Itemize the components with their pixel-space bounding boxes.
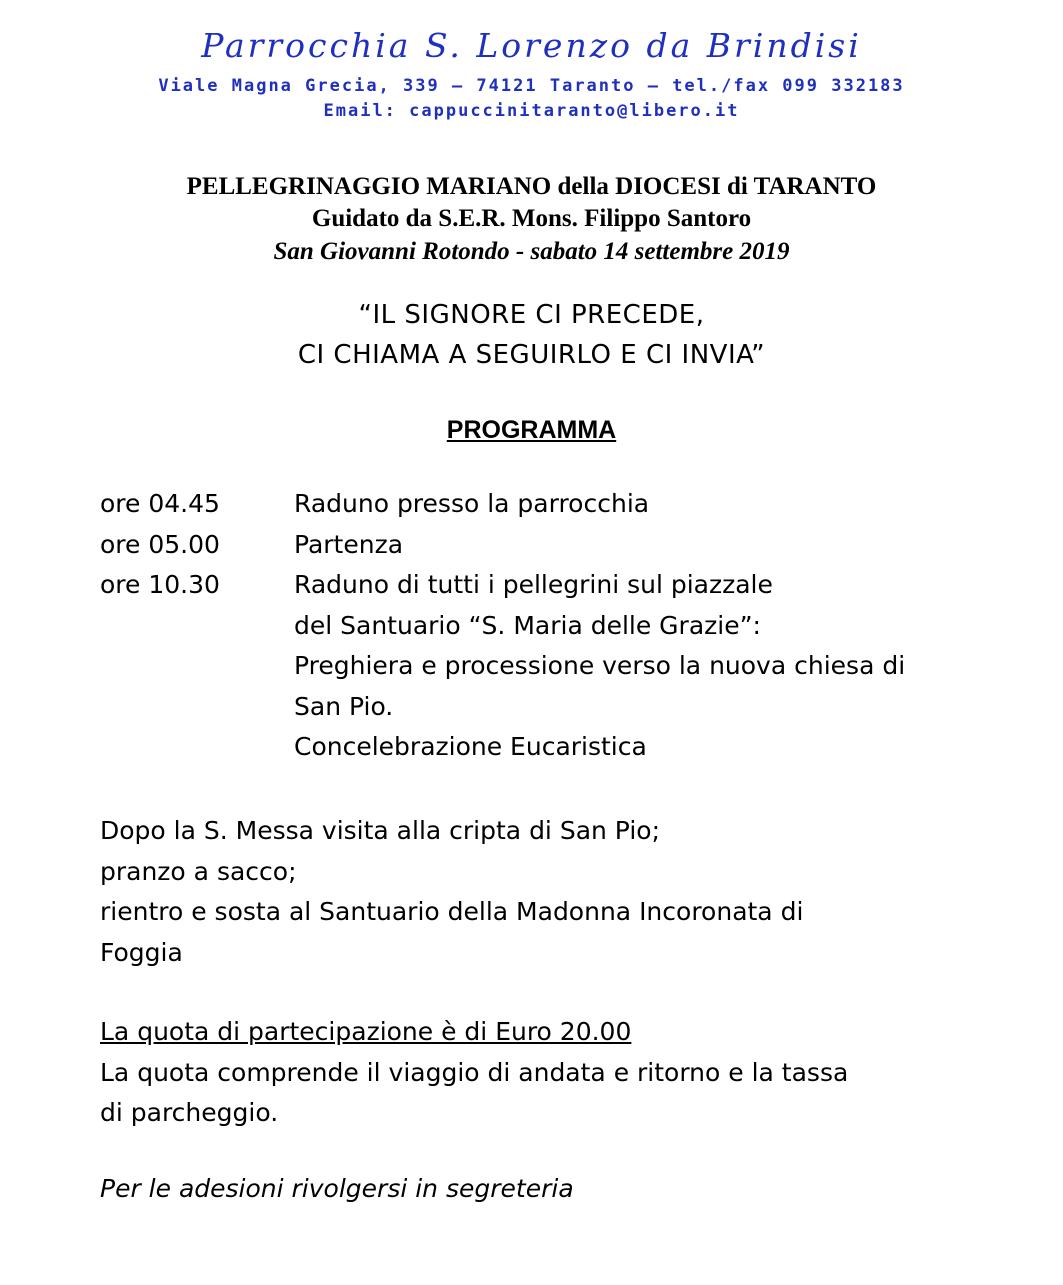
event-guide: Guidato da S.E.R. Mons. Filippo Santoro	[311, 205, 752, 232]
fee-paragraph	[100, 1012, 1000, 1134]
schedule-time: ore 04.45	[100, 489, 220, 518]
schedule-description	[294, 484, 1000, 525]
schedule-time: ore 05.00	[100, 529, 220, 559]
schedule-description	[294, 525, 1000, 566]
event-title: PELLEGRINAGGIO MARIANO della DIOCESI di TARANTO	[186, 173, 877, 200]
schedule-row	[100, 484, 1000, 525]
schedule-line: Preghiera e processione verso la nuova chiesa di	[294, 651, 906, 680]
parish-name: Parrocchia S. Lorenzo da Brindisi	[201, 26, 862, 65]
registration-note: Per le adesioni rivolgersi in segreteria	[100, 1174, 574, 1203]
parish-email: Email: cappuccinitaranto@libero.it	[323, 101, 740, 121]
paragraph-line: rientro e sosta al Santuario della Madonna Incoronata di	[100, 897, 804, 926]
program-title: PROGRAMMA	[446, 416, 617, 444]
paragraph-line: di parcheggio.	[100, 1098, 279, 1127]
event-place-date: San Giovanni Rotondo - sabato 14 settembre 2019	[273, 238, 790, 265]
schedule-line: del Santuario “S. Maria delle Grazie”:	[294, 610, 761, 640]
schedule-line: Concelebrazione Eucaristica	[294, 732, 647, 761]
program-schedule	[100, 484, 1000, 768]
motto-line-1: “IL SIGNORE CI PRECEDE,	[358, 300, 705, 330]
motto-line-2: CI CHIAMA A SEGUIRLO E CI INVIA”	[297, 340, 766, 370]
paragraph-line: pranzo a sacco;	[100, 856, 297, 886]
schedule-line: San Pio.	[294, 691, 394, 721]
schedule-row	[100, 525, 1000, 566]
schedule-time: ore 10.30	[100, 570, 220, 599]
schedule-description	[294, 565, 1000, 768]
paragraph-line: Dopo la S. Messa visita alla cripta di San Pio;	[100, 816, 660, 845]
schedule-line: Raduno presso la parrocchia	[294, 489, 650, 518]
after-mass-paragraph	[100, 811, 1000, 973]
fee-headline: La quota di partecipazione è di Euro 20.00	[100, 1017, 632, 1046]
paragraph-line: Foggia	[100, 937, 183, 967]
paragraph-line: La quota comprende il viaggio di andata e ritorno e la tassa	[100, 1057, 849, 1087]
schedule-row	[100, 565, 1000, 768]
schedule-line: Raduno di tutti i pellegrini sul piazzale	[294, 570, 773, 599]
parish-address: Viale Magna Grecia, 339 – 74121 Taranto – tel./fax 099 332183	[158, 76, 905, 96]
schedule-line: Partenza	[294, 529, 404, 559]
